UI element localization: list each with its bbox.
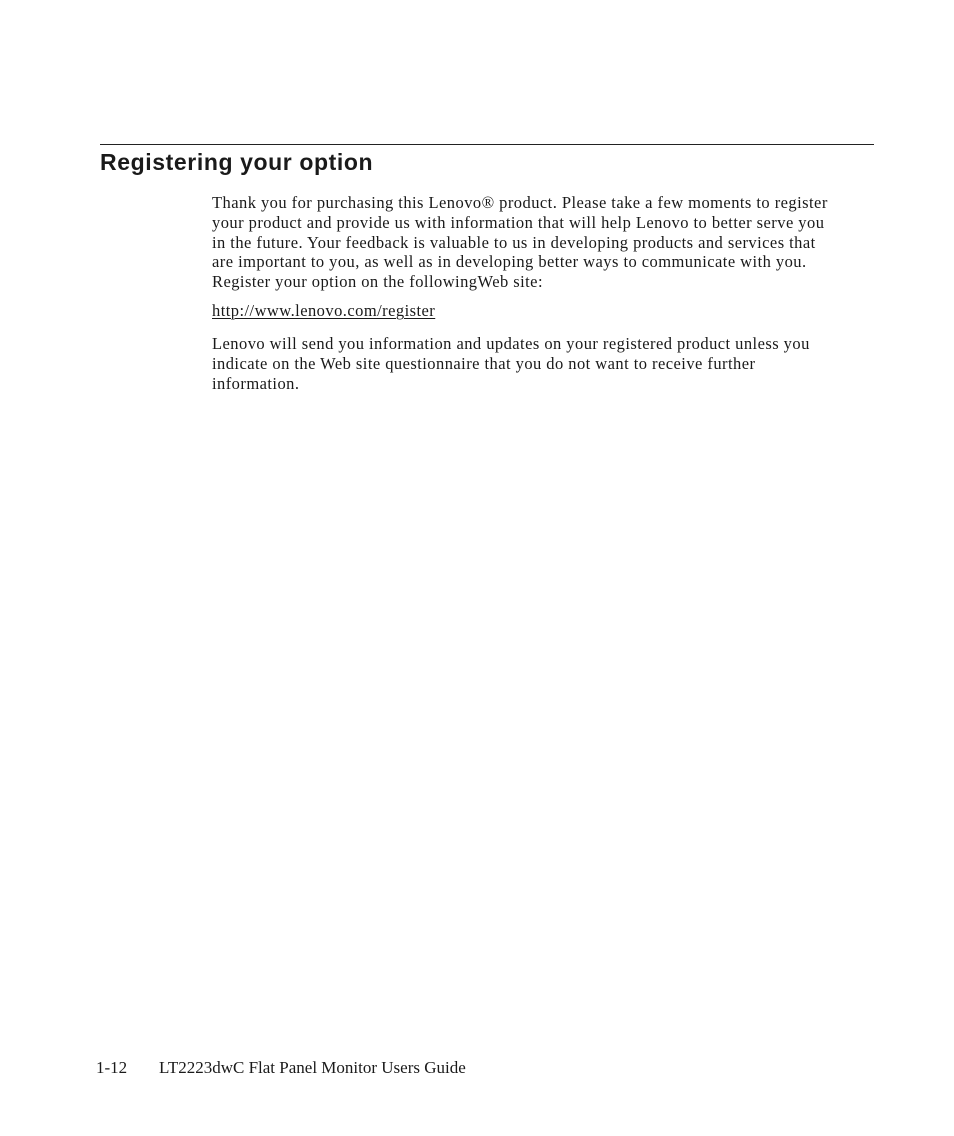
- paragraph-line: Lenovo will send you information and updates on your registered product unless you: [212, 334, 810, 353]
- intro-paragraph: [212, 193, 892, 292]
- section-rule: [100, 144, 874, 145]
- paragraph-line: your product and provide us with information that will help Lenovo to better serve you: [212, 212, 825, 232]
- paragraph-line: Thank you for purchasing this Lenovo® product. Please take a few moments to register: [212, 193, 828, 212]
- page-number: 1-12: [96, 1058, 128, 1077]
- guide-title: LT2223dwC Flat Panel Monitor Users Guide: [159, 1058, 466, 1077]
- paragraph-line: Register your option on the followingWeb site:: [212, 272, 543, 292]
- page-footer: [96, 1057, 466, 1079]
- paragraph-line: indicate on the Web site questionnaire that you do not want to receive further: [212, 353, 756, 373]
- updates-paragraph: [212, 334, 892, 393]
- section-heading: Registering your option: [100, 149, 374, 175]
- registration-link[interactable]: http://www.lenovo.com/register: [212, 301, 436, 320]
- paragraph-line: information.: [212, 373, 300, 393]
- paragraph-line: are important to you, as well as in developing better ways to communicate with you.: [212, 252, 807, 272]
- paragraph-line: in the future. Your feedback is valuable to us in developing products and services that: [212, 232, 816, 252]
- registration-link-line: [212, 301, 892, 321]
